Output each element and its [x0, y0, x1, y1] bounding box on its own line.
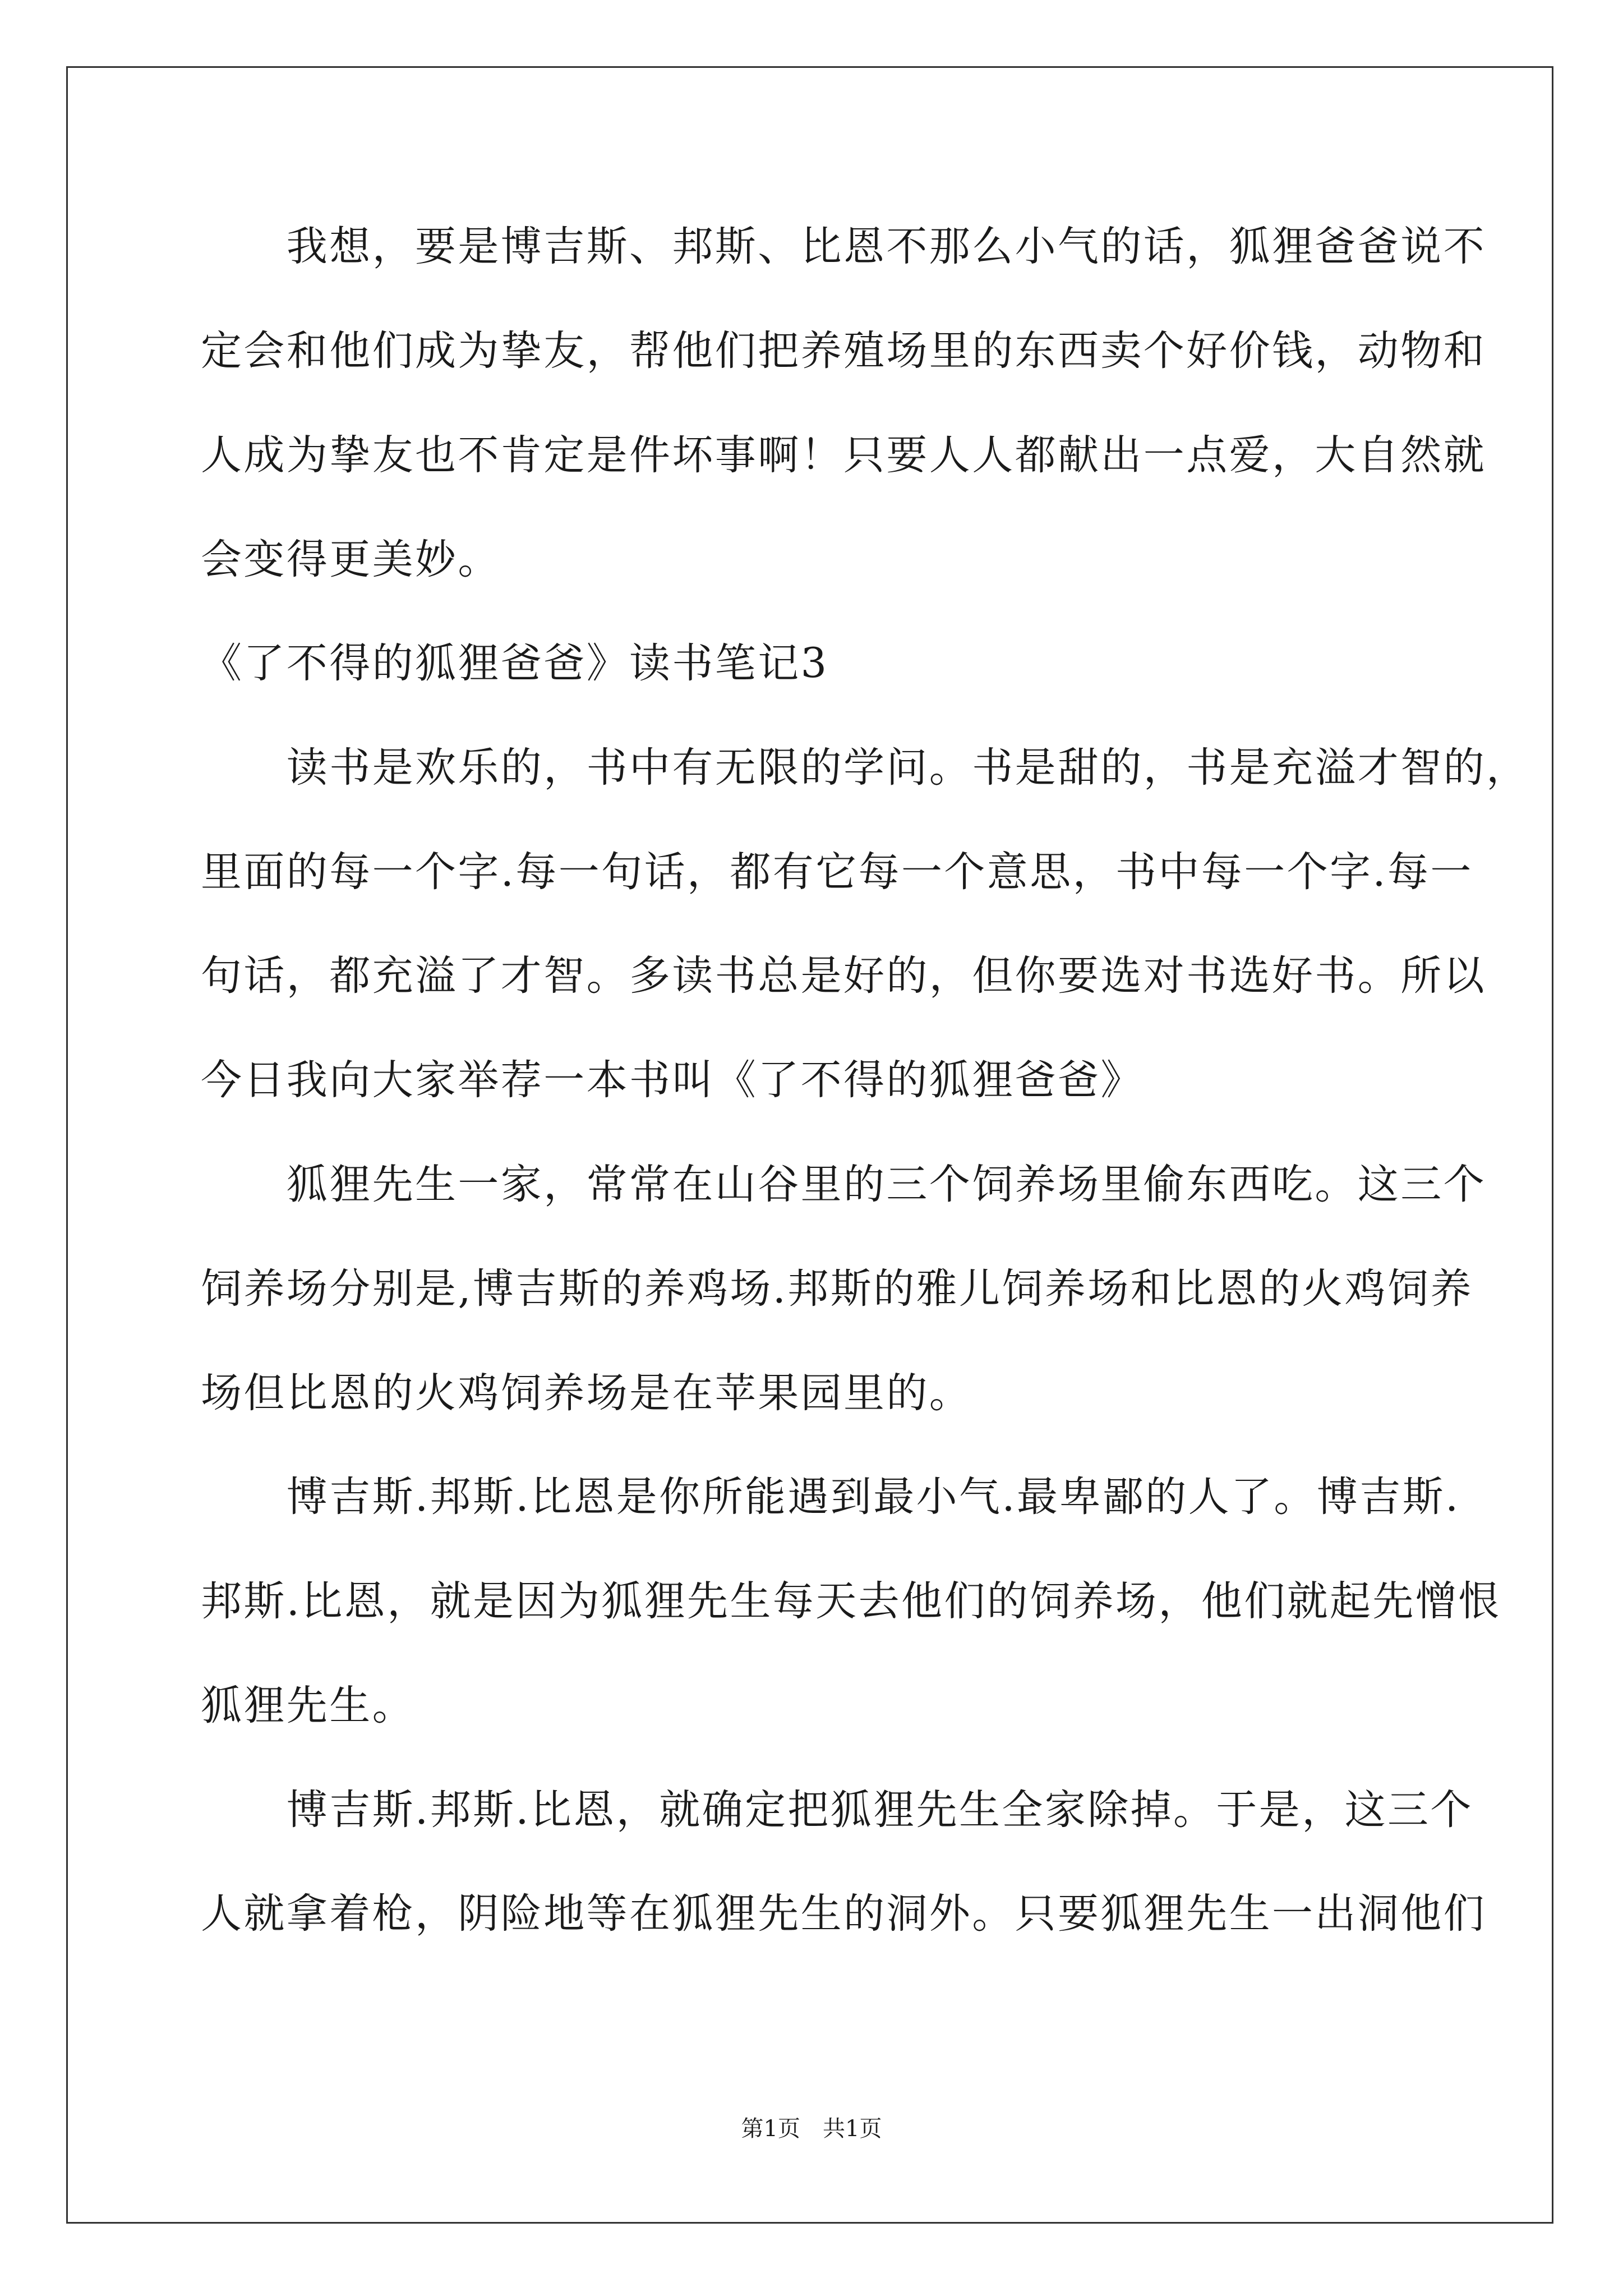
text-line: 里面的每一个字.每一句话，都有它每一个意思，书中每一个字.每一 [201, 848, 1473, 896]
text-line: 场但比恩的火鸡饲养场是在苹果园里的。 [201, 1369, 972, 1417]
text-line: 句话，都充溢了才智。多读书总是好的，但你要选对书选好书。所以 [201, 952, 1486, 1000]
text-line: 邦斯.比恩，就是因为狐狸先生每天去他们的饲养场，他们就起先憎恨 [201, 1577, 1501, 1625]
text-line: 人就拿着枪，阴险地等在狐狸先生的洞外。只要狐狸先生一出洞他们 [201, 1890, 1486, 1938]
text-line: 博吉斯.邦斯.比恩是你所能遇到最小气.最卑鄙的人了。博吉斯. [201, 1473, 1460, 1521]
page-footer: 第1页 共1页 [741, 2116, 882, 2142]
text-line: 读书是欢乐的，书中有无限的学问。书是甜的，书是充溢才智的， [201, 744, 1529, 792]
text-line: 会变得更美妙。 [201, 536, 501, 583]
text-line: 饲养场分别是,博吉斯的养鸡场.邦斯的雅儿饲养场和比恩的火鸡饲养 [201, 1265, 1473, 1313]
section-heading: 《了不得的狐狸爸爸》读书笔记3 [201, 639, 829, 687]
text-line: 我想，要是博吉斯、邦斯、比恩不那么小气的话，狐狸爸爸说不 [201, 223, 1486, 270]
text-line: 定会和他们成为挚友，帮他们把养殖场里的东西卖个好价钱，动物和 [201, 327, 1486, 375]
text-line: 狐狸先生。 [201, 1682, 415, 1729]
text-line: 狐狸先生一家，常常在山谷里的三个饲养场里偷东西吃。这三个 [201, 1161, 1486, 1208]
text-line: 人成为挚友也不肯定是件坏事啊！只要人人都献出一点爱，大自然就 [201, 431, 1486, 479]
text-line: 博吉斯.邦斯.比恩，就确定把狐狸先生全家除掉。于是，这三个 [201, 1786, 1473, 1834]
text-line: 今日我向大家举荐一本书叫《了不得的狐狸爸爸》 [201, 1056, 1144, 1104]
